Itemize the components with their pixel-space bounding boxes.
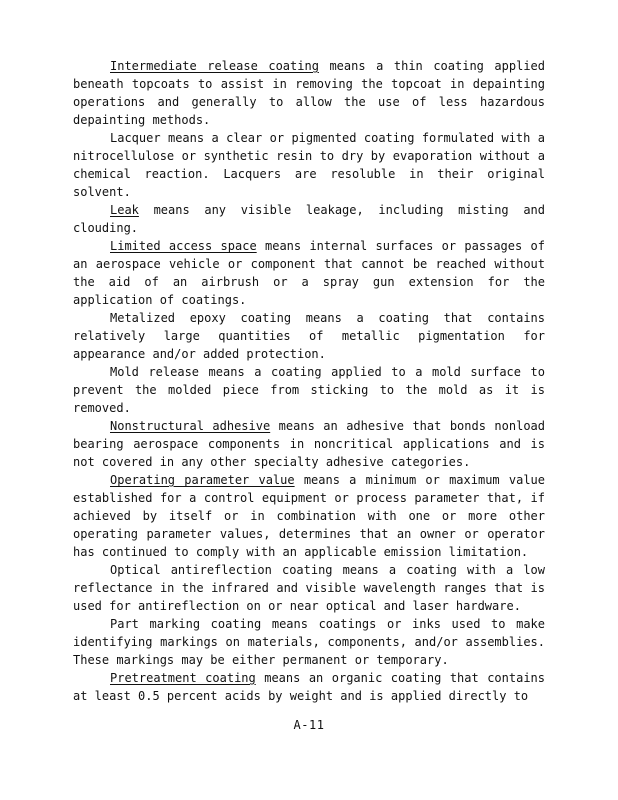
definition-text: means an adhesive that bonds nonload bearing aerospace components in noncritical applications and is not covered in any other specialty adhesive categories.: [73, 419, 546, 469]
definitions-body: [73, 57, 545, 705]
definition-text: Mold release means a coating applied to a mold surface to prevent the molded piece from sticking to the mold as it is removed.: [73, 365, 545, 415]
definition-text: means a minimum or maximum value established for a control equipment or process parameter that, if achieved by itself or in combination with one or more other operating parameter values, determines that an owner or operator has continued to comply with an applicable emission limitation.: [73, 473, 545, 559]
definition-text: Optical antireflection coating means a coating with a low reflectance in the infrared and visible wavelength ranges that is used for antireflection on or near optical and laser hardware.: [73, 563, 545, 613]
definition-text: means a thin coating applied beneath topcoats to assist in removing the topcoat in depainting operations and generally to allow the use of less hazardous depainting methods.: [73, 59, 545, 127]
defined-term: Pretreatment coating: [110, 671, 256, 685]
page-number: A-11: [293, 718, 325, 732]
definition-paragraph: [73, 561, 545, 615]
definition-paragraph: [73, 129, 545, 201]
definition-paragraph: [73, 237, 545, 309]
definition-text: Part marking coating means coatings or inks used to make identifying markings on materials, components, and/or assemblies. These markings may be either permanent or temporary.: [73, 617, 545, 667]
definition-paragraph: [73, 363, 545, 417]
definition-paragraph: [73, 417, 545, 471]
definition-paragraph: [73, 309, 545, 363]
definition-text: Metalized epoxy coating means a coating that contains relatively large quantities of metallic pigmentation for appearance and/or added protection.: [73, 311, 545, 361]
definition-text: Lacquer means a clear or pigmented coating formulated with a nitrocellulose or synthetic resin to dry by evaporation without a chemical reaction. Lacquers are resoluble in their original solvent.: [73, 131, 545, 199]
defined-term: Intermediate release coating: [110, 59, 319, 73]
definition-paragraph: [73, 201, 545, 237]
definition-text: means an organic coating that contains at least 0.5 percent acids by weight and is applied directly to: [73, 671, 545, 703]
defined-term: Nonstructural adhesive: [110, 419, 271, 433]
definition-paragraph: [73, 669, 545, 705]
definition-paragraph: [73, 471, 545, 561]
definition-text: means any visible leakage, including misting and clouding.: [73, 203, 545, 235]
defined-term: Leak: [110, 203, 139, 217]
defined-term: Operating parameter value: [110, 473, 295, 487]
definition-text: means internal surfaces or passages of an aerospace vehicle or component that cannot be reached without the aid of an airbrush or a spray gun extension for the application of coatings.: [73, 239, 545, 307]
defined-term: Limited access space: [110, 239, 257, 253]
definition-paragraph: [73, 57, 545, 129]
definition-paragraph: [73, 615, 545, 669]
